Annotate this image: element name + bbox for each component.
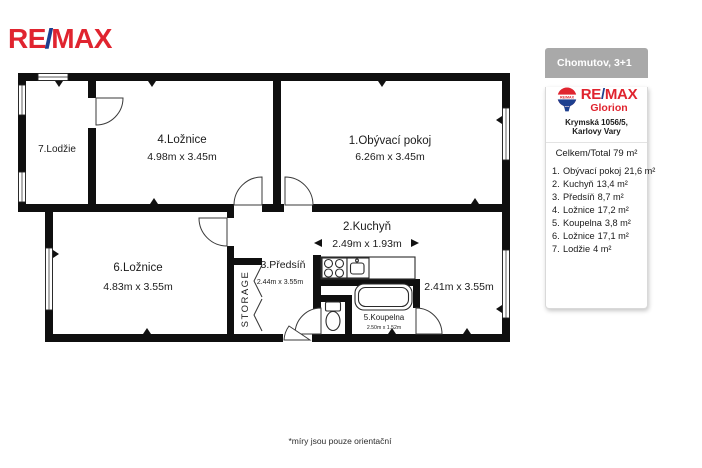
floor-plan: [5, 68, 520, 358]
room-area: 17,1 m²: [597, 231, 629, 241]
room-dims-dining: 2.41m x 3.55m: [424, 281, 494, 293]
logo-max: MAX: [51, 23, 112, 54]
toilet-icon: [326, 302, 341, 331]
agency-logo: [551, 87, 642, 114]
room-dims-loznice6: 4.83m x 3.55m: [103, 281, 173, 293]
room-name: Ložnice: [563, 231, 595, 241]
room-dims-predsin: 2.44m x 3.55m: [256, 279, 304, 286]
remax-logo: [8, 24, 112, 54]
wordmark-re: RE: [580, 86, 601, 103]
balloon-wordmark: RE/MAX: [559, 95, 574, 100]
room-list-item: [552, 191, 642, 204]
room-name: Kuchyň: [563, 179, 594, 189]
agency-text: [581, 87, 638, 114]
disclaimer: *míry jsou pouze orientační: [288, 436, 392, 446]
wordmark-slash-icon: /: [600, 86, 605, 103]
room-label-obyvaci: 1.Obývací pokoj: [348, 135, 432, 147]
room-dims-obyvaci: 6.26m x 3.45m: [355, 151, 425, 163]
room-number: 1.: [552, 166, 560, 176]
total-label: Celkem/Total: [555, 148, 611, 159]
room-list-item: [552, 178, 642, 191]
room-list-item: [552, 165, 656, 178]
room-dims-kuchyn: 2.49m x 1.93m: [332, 238, 402, 250]
room-dims-loznice4: 4.98m x 3.45m: [147, 151, 217, 163]
sink-icon: [347, 258, 369, 278]
room-labels: [38, 134, 494, 331]
agency-wordmark: [581, 87, 638, 103]
room-name: Obývací pokoj: [563, 166, 622, 176]
room-label-kuchyn: 2.Kuchyň: [343, 221, 391, 233]
total-value: 79 m²: [613, 148, 638, 159]
room-area: 13,4 m²: [596, 179, 628, 189]
room-dims-koupelna: 2.50m x 1.52m: [366, 325, 402, 331]
room-number: 6.: [552, 231, 560, 241]
office-name: Glorion: [590, 102, 628, 114]
room-label-loznice6: 6.Ložnice: [113, 262, 163, 274]
room-number: 4.: [552, 205, 560, 215]
room-area: 4 m²: [593, 244, 612, 254]
room-list-item: [552, 243, 642, 256]
sidebar-card: [545, 86, 656, 309]
remax-balloon-icon: [556, 87, 578, 114]
room-number: 7.: [552, 244, 560, 254]
room-label-lodzie: 7.Lodžie: [38, 144, 76, 155]
room-name: Koupelna: [563, 218, 602, 228]
wordmark-max: MAX: [604, 86, 638, 103]
bathtub-icon: [355, 284, 412, 310]
room-number: 3.: [552, 192, 560, 202]
room-name: Předsíň: [563, 192, 595, 202]
room-area: 17,2 m²: [597, 205, 629, 215]
stove-icon: [322, 258, 347, 278]
room-number: 5.: [552, 218, 560, 228]
room-area: 3,8 m²: [604, 218, 631, 228]
room-list-item: [552, 204, 642, 217]
room-name: Ložnice: [563, 205, 595, 215]
logo-re: RE: [8, 23, 46, 54]
logo-slash-icon: /: [44, 23, 53, 54]
property-title: Chomutov, 3+1: [545, 48, 648, 78]
room-area: 8,7 m²: [597, 192, 624, 202]
room-list-item: [552, 230, 642, 243]
walls: [18, 73, 510, 342]
room-list: [551, 165, 656, 256]
room-list-item: [552, 217, 642, 230]
room-label-loznice4: 4.Ložnice: [157, 134, 207, 146]
room-label-koupelna: 5.Koupelna: [363, 313, 405, 322]
divider: [546, 142, 647, 143]
total-area: [551, 148, 642, 159]
room-area: 21,6 m²: [624, 166, 656, 176]
room-number: 2.: [552, 179, 560, 189]
agency-address: Krymská 1056/5, Karlovy Vary: [565, 118, 628, 136]
room-label-predsin: 3.Předsíň: [260, 259, 306, 271]
room-label-storage: STORAGE: [240, 270, 251, 328]
room-name: Lodžie: [563, 244, 591, 254]
sidebar: [545, 48, 656, 309]
